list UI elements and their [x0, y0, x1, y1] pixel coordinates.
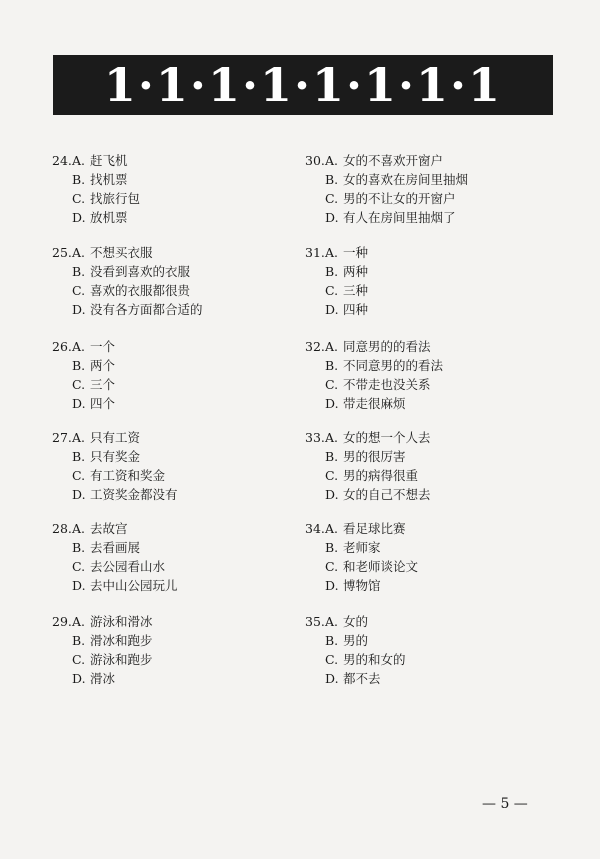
- option-text: 女的想一个人去: [343, 430, 431, 445]
- option-text: 两个: [90, 358, 116, 373]
- page-number: — 5 —: [482, 796, 528, 812]
- option-letter: D.: [325, 671, 339, 686]
- option-letter: B.: [72, 264, 86, 279]
- option-text: 博物馆: [343, 578, 381, 593]
- option-text: 一个: [90, 339, 116, 354]
- option-text: 游泳和跑步: [90, 652, 153, 667]
- option-text: 去中山公园玩儿: [90, 578, 178, 593]
- option-text: 男的病得很重: [343, 468, 419, 483]
- banner-title: 1·1·1·1·1·1·1·1: [103, 58, 503, 112]
- option-text: 三种: [343, 283, 369, 298]
- question-number: 28.: [52, 521, 72, 536]
- option-text: 滑冰和跑步: [90, 633, 153, 648]
- option-letter: D.: [72, 396, 86, 411]
- option-letter: A.: [72, 245, 86, 260]
- option-letter: B.: [325, 172, 339, 187]
- option-letter: C.: [325, 652, 339, 667]
- option-letter: C.: [72, 559, 86, 574]
- option-letter: D.: [325, 210, 339, 225]
- option-text: 没看到喜欢的衣服: [90, 264, 191, 279]
- option-letter: D.: [325, 302, 339, 317]
- option-letter: B.: [325, 449, 339, 464]
- option-letter: B.: [72, 449, 86, 464]
- option-text: 男的很厉害: [343, 449, 406, 464]
- option-text: 游泳和滑冰: [90, 614, 153, 629]
- section-banner: [53, 55, 553, 115]
- option-text: 有人在房间里抽烟了: [343, 210, 456, 225]
- option-text: 不想买衣服: [90, 245, 153, 260]
- question-number: 31.: [305, 245, 325, 260]
- option-letter: B.: [325, 358, 339, 373]
- option-text: 放机票: [90, 210, 128, 225]
- option-letter: A.: [72, 153, 86, 168]
- option-text: 喜欢的衣服都很贵: [90, 283, 191, 298]
- option-text: 赶飞机: [90, 153, 128, 168]
- option-text: 同意男的的看法: [343, 339, 431, 354]
- option-letter: C.: [72, 191, 86, 206]
- option-letter: C.: [72, 283, 86, 298]
- option-text: 四个: [90, 396, 116, 411]
- option-text: 看足球比赛: [343, 521, 406, 536]
- option-letter: D.: [72, 671, 86, 686]
- option-letter: B.: [72, 540, 86, 555]
- option-letter: C.: [325, 191, 339, 206]
- option-text: 找机票: [90, 172, 128, 187]
- option-letter: C.: [325, 377, 339, 392]
- question-number: 27.: [52, 430, 72, 445]
- option-letter: B.: [325, 540, 339, 555]
- option-text: 不带走也没关系: [343, 377, 431, 392]
- option-letter: A.: [325, 430, 339, 445]
- option-text: 女的喜欢在房间里抽烟: [343, 172, 469, 187]
- option-text: 带走很麻烦: [343, 396, 406, 411]
- option-letter: B.: [325, 633, 339, 648]
- question-number: 29.: [52, 614, 72, 629]
- option-letter: A.: [325, 521, 339, 536]
- option-text: 女的: [343, 614, 369, 629]
- option-text: 男的不让女的开窗户: [343, 191, 456, 206]
- option-letter: B.: [72, 172, 86, 187]
- option-letter: D.: [72, 578, 86, 593]
- option-text: 工资奖金都没有: [90, 487, 178, 502]
- option-letter: B.: [72, 633, 86, 648]
- option-text: 滑冰: [90, 671, 116, 686]
- option-letter: A.: [72, 521, 86, 536]
- question-number: 34.: [305, 521, 325, 536]
- option-text: 女的自己不想去: [343, 487, 431, 502]
- option-text: 只有奖金: [90, 449, 141, 464]
- option-letter: C.: [72, 652, 86, 667]
- question-number: 24.: [52, 153, 72, 168]
- option-letter: A.: [325, 339, 339, 354]
- option-letter: D.: [72, 487, 86, 502]
- option-text: 女的不喜欢开窗户: [343, 153, 444, 168]
- option-letter: C.: [325, 283, 339, 298]
- option-letter: B.: [325, 264, 339, 279]
- option-text: 老师家: [343, 540, 381, 555]
- option-letter: C.: [72, 468, 86, 483]
- option-text: 只有工资: [90, 430, 141, 445]
- question-number: 33.: [305, 430, 325, 445]
- option-text: 一种: [343, 245, 369, 260]
- option-letter: D.: [325, 487, 339, 502]
- option-text: 没有各方面都合适的: [90, 302, 203, 317]
- option-text: 男的和女的: [343, 652, 406, 667]
- option-letter: A.: [325, 153, 339, 168]
- question-number: 26.: [52, 339, 72, 354]
- option-text: 四种: [343, 302, 369, 317]
- option-text: 去故宫: [90, 521, 128, 536]
- option-letter: D.: [72, 302, 86, 317]
- question-number: 32.: [305, 339, 325, 354]
- option-letter: A.: [325, 245, 339, 260]
- question-number: 25.: [52, 245, 72, 260]
- option-text: 男的: [343, 633, 369, 648]
- option-text: 去公园看山水: [90, 559, 166, 574]
- option-letter: C.: [72, 377, 86, 392]
- option-letter: A.: [72, 339, 86, 354]
- option-text: 有工资和奖金: [90, 468, 166, 483]
- option-text: 去看画展: [90, 540, 141, 555]
- option-letter: D.: [72, 210, 86, 225]
- option-letter: D.: [325, 396, 339, 411]
- option-letter: A.: [325, 614, 339, 629]
- option-text: 找旅行包: [90, 191, 141, 206]
- question-number: 30.: [305, 153, 325, 168]
- option-letter: C.: [325, 468, 339, 483]
- option-text: 和老师谈论文: [343, 559, 419, 574]
- option-letter: A.: [72, 430, 86, 445]
- option-text: 三个: [90, 377, 116, 392]
- option-letter: A.: [72, 614, 86, 629]
- option-text: 都不去: [343, 671, 381, 686]
- option-text: 不同意男的的看法: [343, 358, 444, 373]
- option-letter: D.: [325, 578, 339, 593]
- option-letter: B.: [72, 358, 86, 373]
- question-number: 35.: [305, 614, 325, 629]
- option-letter: C.: [325, 559, 339, 574]
- option-text: 两种: [343, 264, 369, 279]
